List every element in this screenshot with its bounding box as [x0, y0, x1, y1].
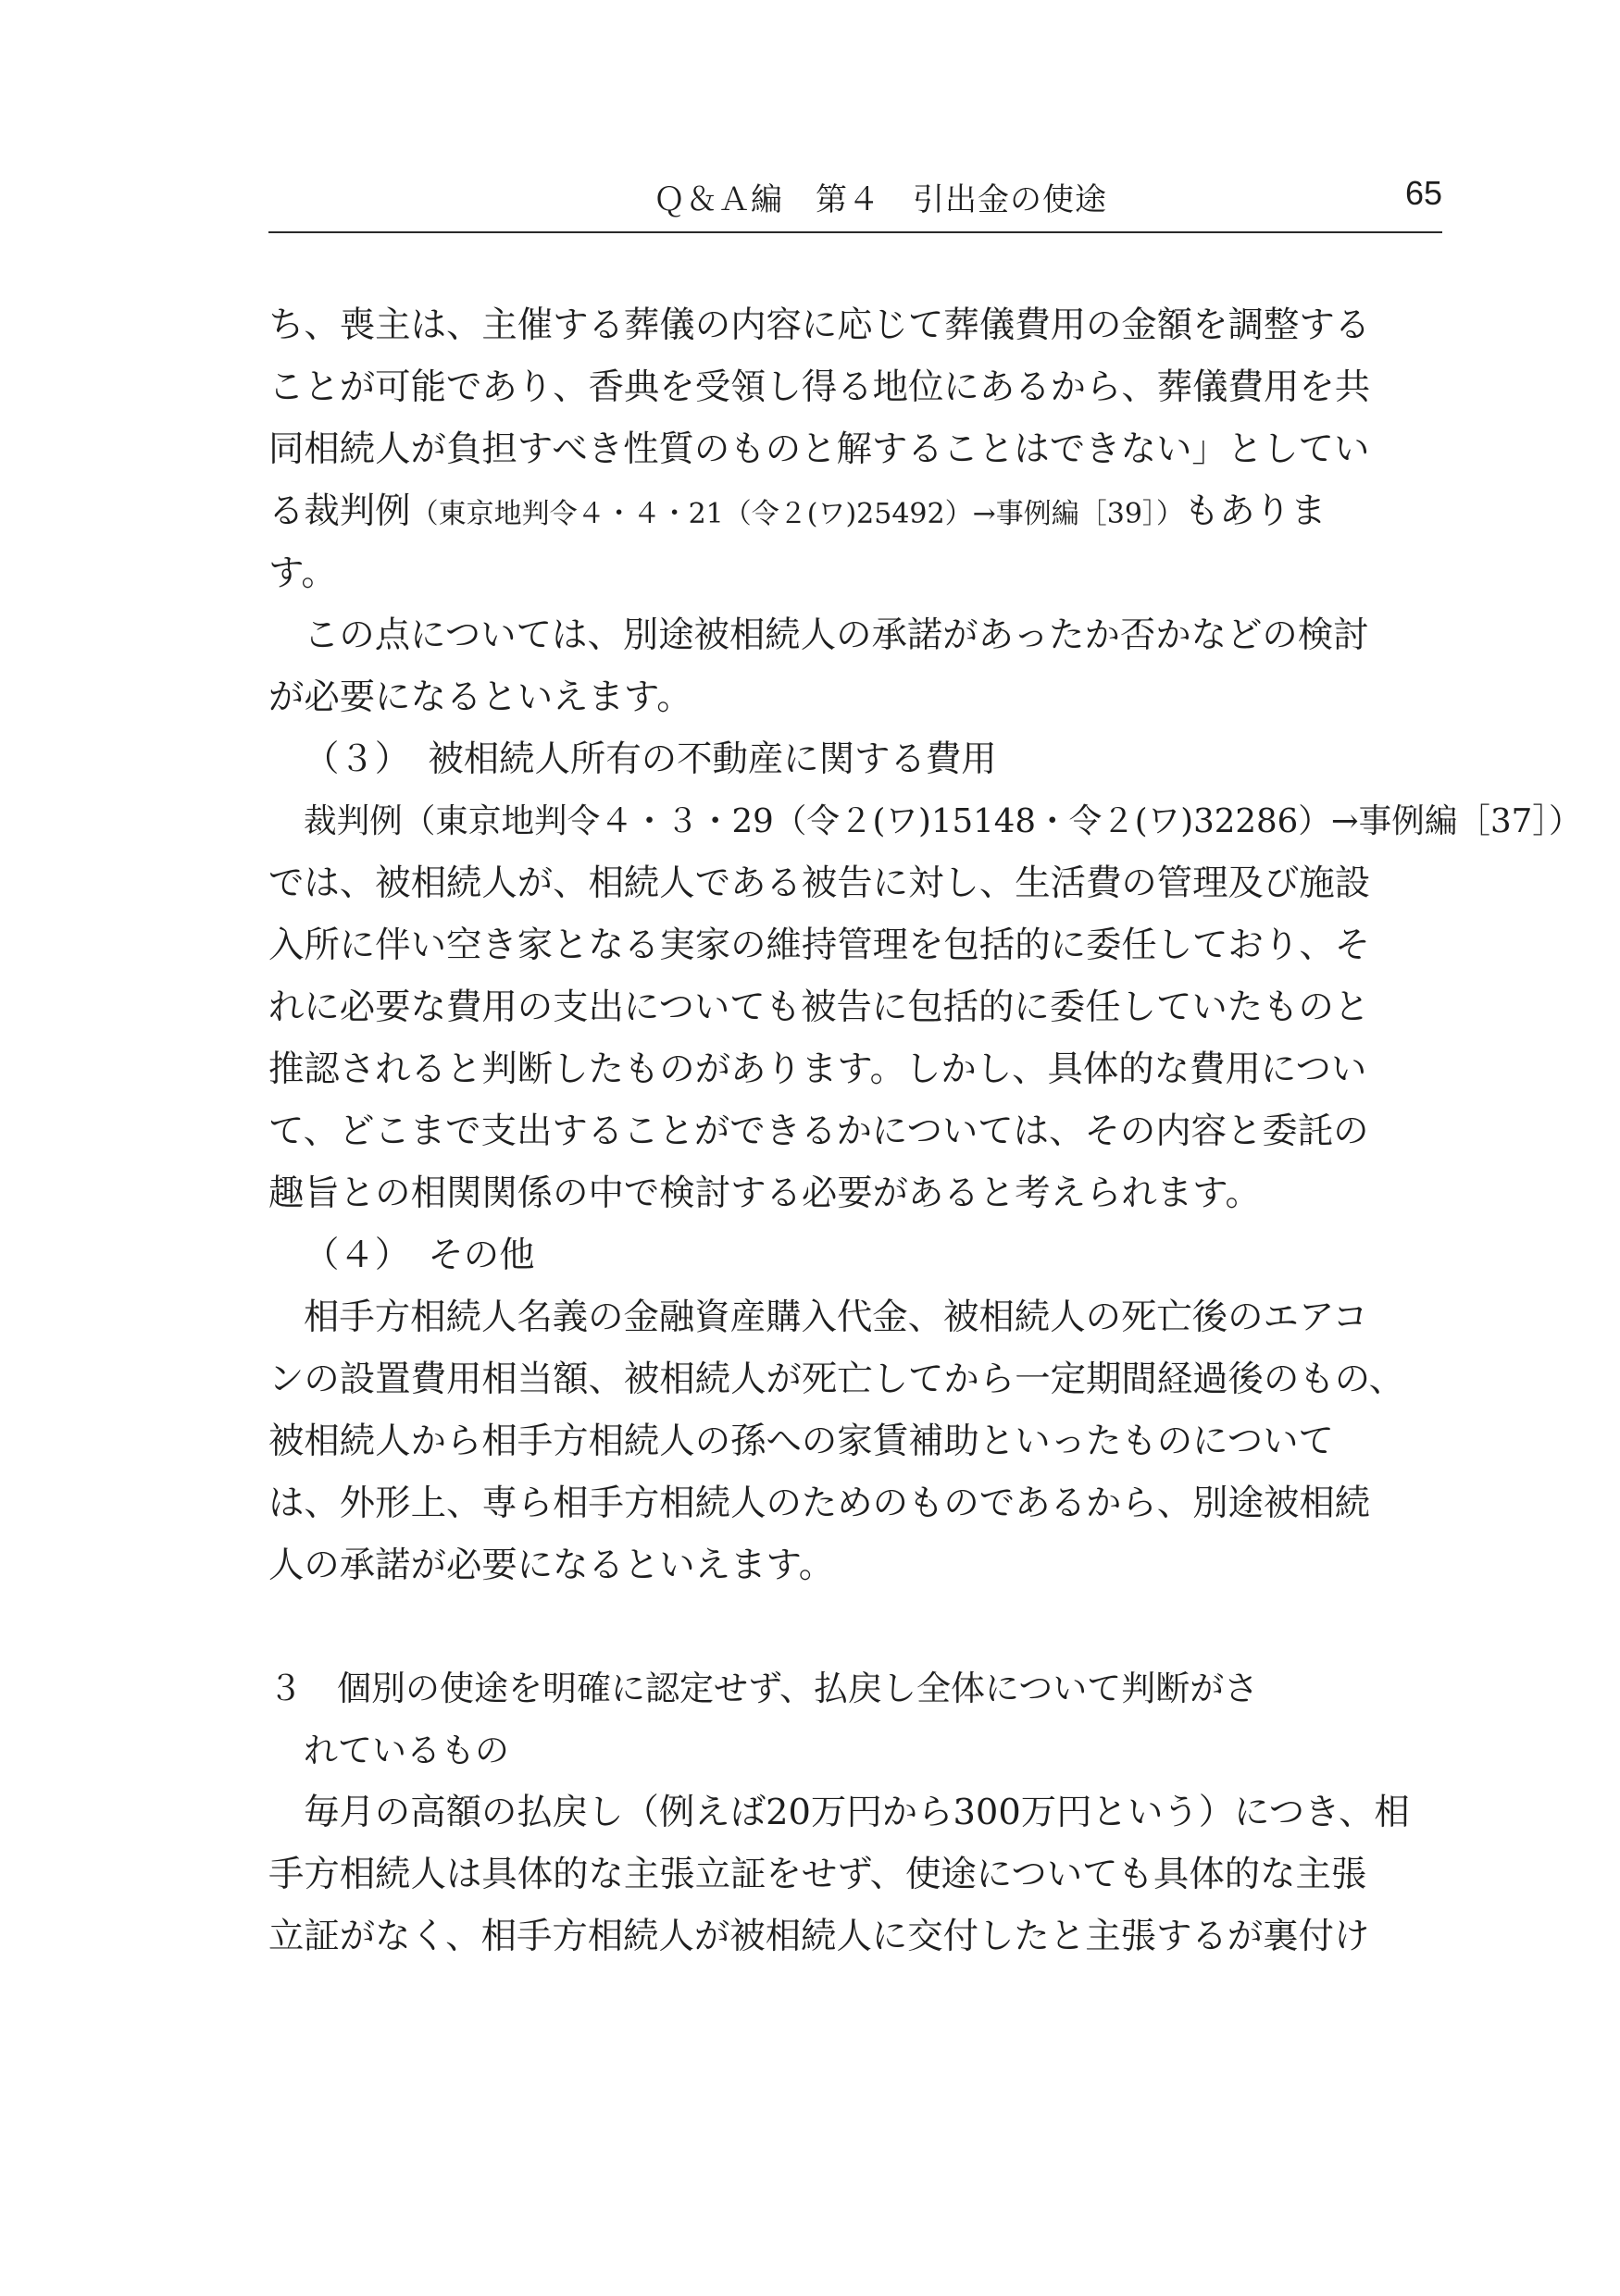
- text-line: ち、喪主は、主催する葬儀の内容に応じて葬儀費用の金額を調整する: [268, 304, 1371, 346]
- text-line-with-citation: [268, 480, 1442, 542]
- text-line: 趣旨との相関関係の中で検討する必要があると考えられます。: [268, 1173, 1261, 1214]
- section-gap: [268, 1596, 1442, 1657]
- case-citation: （東京地判令４・４・21（令２(ワ)25492）→事例編［39］）: [410, 498, 1184, 530]
- body-text: [268, 294, 1582, 1967]
- text-fragment: もありま: [1183, 490, 1327, 532]
- text-line: れに必要な費用の支出についても被告に包括的に委任していたものと: [268, 987, 1370, 1028]
- text-line: ことが可能であり、香典を受領し得る地位にあるから、葬儀費用を共: [268, 366, 1371, 408]
- text-line: 相手方相続人名義の金融資産購入代金、被相続人の死亡後のエアコ: [304, 1297, 1368, 1338]
- text-line: が必要になるといえます。: [268, 676, 692, 718]
- text-line: 手方相続人は具体的な主張立証をせず、使途についても具体的な主張: [268, 1854, 1367, 1895]
- page-number: 65: [1404, 174, 1442, 212]
- text-line: す。: [268, 552, 337, 594]
- text-line: では、被相続人が、相続人である被告に対し、生活費の管理及び施設: [268, 863, 1371, 904]
- text-fragment: る裁判例: [268, 490, 411, 532]
- running-title: Ｑ＆Ａ編 第４ 引出金の使途: [654, 181, 1107, 218]
- text-line: 推認されると判断したものがあります。しかし、具体的な費用につい: [268, 1049, 1367, 1090]
- text-line: ンの設置費用相当額、被相続人が死亡してから一定期間経過後のもの、: [268, 1359, 1404, 1400]
- text-line: 同相続人が負担すべき性質のものと解することはできない」としてい: [268, 428, 1370, 470]
- text-line: て、どこまで支出することができるかについては、その内容と委託の: [268, 1111, 1369, 1152]
- subheading-4: （４） その他: [304, 1235, 535, 1276]
- case-citation-line: 裁判例（東京地判令４・３・29（令２(ワ)15148・令２(ワ)32286）→事例編［37］）: [304, 802, 1582, 840]
- text-line: 人の承諾が必要になるといえます。: [268, 1545, 835, 1586]
- text-line: 被相続人から相手方相続人の孫への家賃補助といったものについて: [268, 1421, 1334, 1462]
- text-line: この点については、別途被相続人の承諾があったか否かなどの検討: [304, 614, 1369, 656]
- text-line: 毎月の高額の払戻し（例えば20万円から300万円という）につき、相: [304, 1792, 1410, 1833]
- subheading-3: （３） 被相続人所有の不動産に関する費用: [304, 738, 997, 780]
- section-heading-3: ３ 個別の使途を明確に認定せず、払戻し全体について判断がさ: [268, 1669, 1259, 1708]
- running-header: [268, 167, 1442, 222]
- header-rule: [268, 231, 1442, 233]
- text-line: 入所に伴い空き家となる実家の維持管理を包括的に委任しており、そ: [268, 925, 1371, 966]
- section-heading-3-continued: れているもの: [304, 1731, 509, 1770]
- text-line: 立証がなく、相手方相続人が被相続人に交付したと主張するが裏付け: [268, 1916, 1370, 1957]
- text-line: は、外形上、専ら相手方相続人のためのものであるから、別途被相続: [268, 1483, 1371, 1524]
